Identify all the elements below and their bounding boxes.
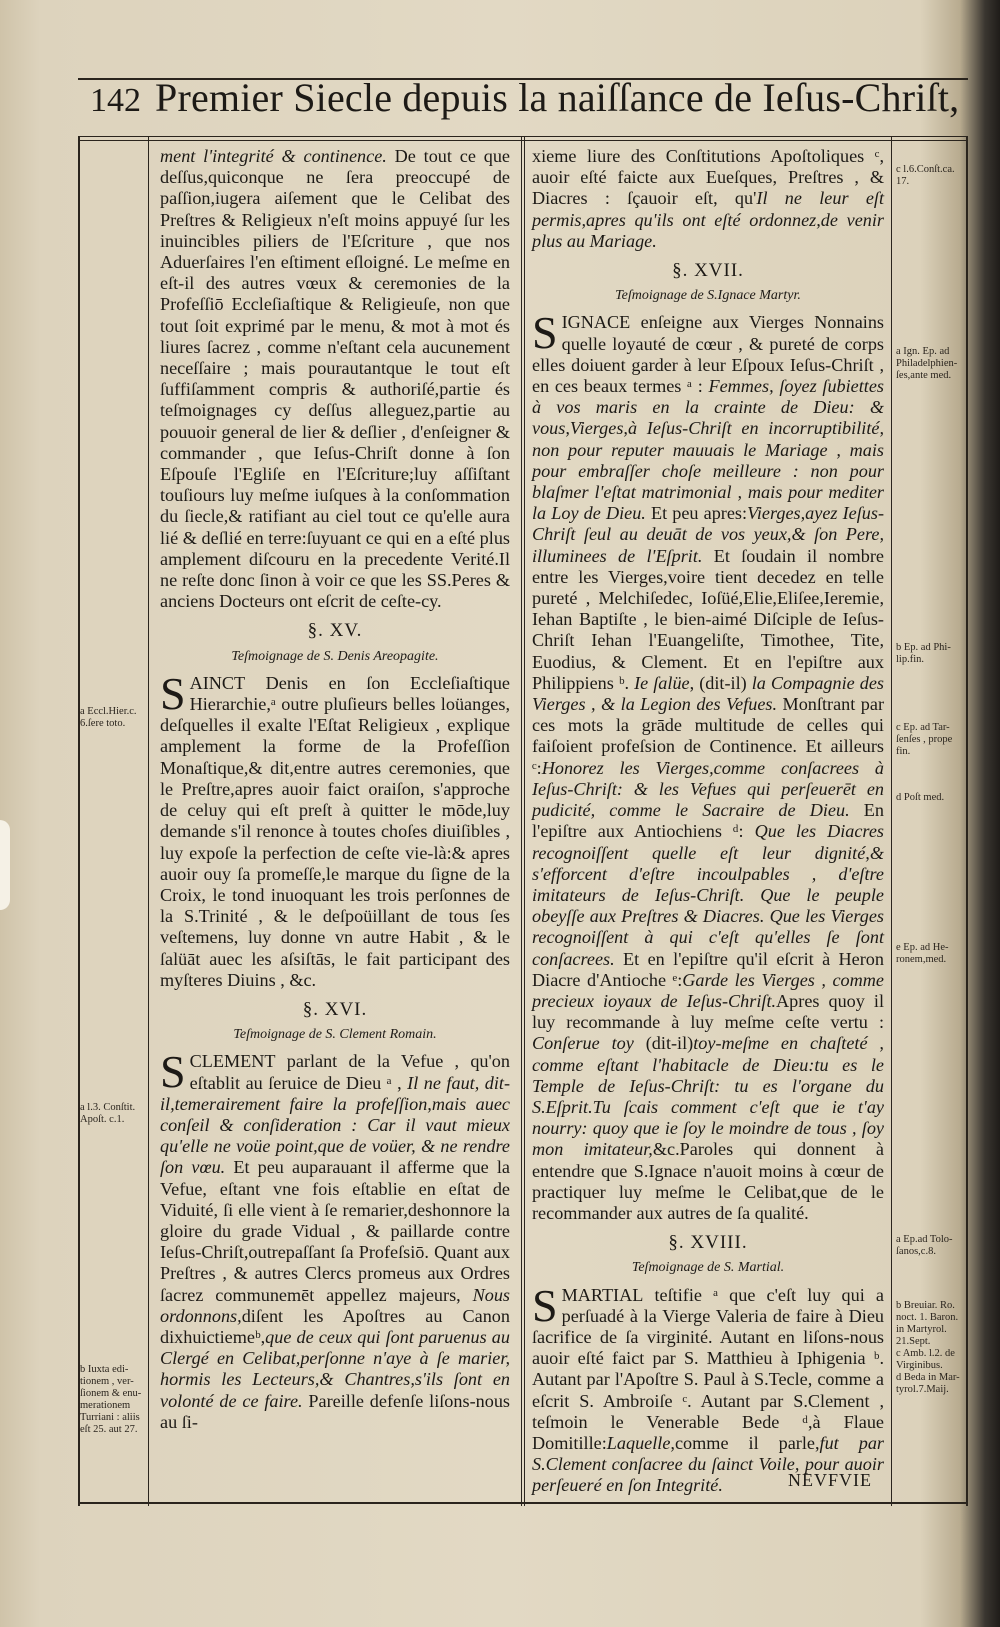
body-text: parlant de la Vefue , qu'on eſtablit au ſeruice de Dieu ᵃ , bbox=[189, 1051, 510, 1093]
left-margin-rule bbox=[148, 136, 149, 1506]
quote-text: Garde les Vierges , comme precieux ioyaux de Ieſus-Chriſt. bbox=[532, 969, 884, 1011]
quote-text: Il ne faut, dit-il,temerairement faire la profeſſion,mais auec conſeil & conſideration : Car il vaut mieux qu'elle ne voüe point,que de voüer, & ne rendre ſon vœu. bbox=[160, 1072, 510, 1178]
right-margin-rule bbox=[891, 136, 892, 1506]
center-rule-inner bbox=[524, 136, 525, 1506]
left-intro-paragraph bbox=[160, 146, 510, 612]
quote-text: Nous ordonnons, bbox=[160, 1284, 510, 1326]
dropcap: S bbox=[532, 1279, 558, 1331]
body-text: En l'epiſtre aux Antiochiens ᵈ: bbox=[532, 800, 884, 842]
smallcaps-word: CLEMENT bbox=[189, 1051, 276, 1072]
quote-text: toy-meſme en chaſteté , comme eſtant l'habitacle de Dieu:tu es le Temple de Ieſus-Chriſt: tu es l'organe du S.Eſprit.Tu ſcais comment c'eſt que ie t'ay nourry: quoy que ie ſoy le moindre de tous , ſoy mon imitateur, bbox=[532, 1033, 884, 1160]
right-intro-paragraph bbox=[532, 146, 884, 252]
dropcap: S bbox=[532, 307, 558, 359]
body-text: diſent les Apoſtres au Canon dixhuictiemeᵇ, bbox=[160, 1305, 510, 1347]
margin-note-post-med: d Poſt med. bbox=[896, 792, 945, 803]
body-text: , (dit-il) bbox=[689, 672, 752, 693]
body-text: teſtifie ᵃ que c'eſt luy qui a perſuadé à la Vierge Valeria de faire à Dieu ſacrifice de ſa virginité. Autant en liſons-nous auoir eſté faict par S. Matthieu à Iphigenia ᵇ. Autant par l'Apoſtre S. Paul à S.Tecle, comme a eſcrit S. Ambroiſe ᶜ. Autant par S.Clement , teſmoin le Venerable Bede ᵈ,à Flaue Domitille: bbox=[532, 1284, 884, 1453]
body-text: Denis en ſon Eccleſiaſtique Hierarchie,ᵃ outre pluſieurs belles loüanges, deſquelles il exalte l'Eſtat Religieux , explique amplement la forme de la Profeſſion Monaſtique,& dit,entre autres ceremonies, que le Preſtre,apres auoir faict oraiſon, s'approche de celuy qui eſt preſt à quitter le mōde,luy demande s'il renonce à toutes choſes diuiſibles , luy expoſe la perfection de ceſte vie-là:& apres auoir ouy ſa promeſſe,le marque du ſigne de la Croix, le tond inuoquant les trois perſonnes de la S.Trinité , & le deſpoüillant de tous ſes veſtemens, luy donne vn autre Habit , & le ſalüāt auec les aſsiſtās, le fait participant des myſteres Diuins , &c. bbox=[160, 672, 510, 990]
section-17-heading: §. XVII. bbox=[672, 260, 744, 282]
body-text: Et en l'epiſtre qu'il eſcrit à Heron Diacre d'Antioche ᵉ: bbox=[532, 948, 884, 990]
margin-note-breuiar: b Breuiar. Ro. noct. 1. Baron. in Martyrol. 21.Sept. c Amb. l.2. de Virginibus. d Beda in Mar- tyrol.7.Maij. bbox=[896, 1300, 960, 1395]
body-text: comme il parle, bbox=[674, 1432, 820, 1453]
smallcaps-word: IGNACE bbox=[561, 312, 631, 333]
dropcap: S bbox=[160, 667, 186, 719]
quote-text: fut par S.Clement conſacree du ſainct Voile, pour auoir perſeueré en ſon Integrité. bbox=[532, 1432, 884, 1496]
body-text: Et peu apres: bbox=[645, 503, 748, 524]
margin-note-tolosanos: a Ep.ad Tolo- ſanos,c.8. bbox=[896, 1234, 953, 1257]
smallcaps-word: AINCT bbox=[189, 672, 246, 693]
margin-note-heronem: e Ep. ad He- ronem,med. bbox=[896, 942, 949, 965]
right-text-column bbox=[532, 146, 884, 1497]
section-15-body bbox=[160, 667, 510, 991]
margin-note-turriani: b Iuxta edi- tionem , ver- ſionem & enu- merationem Turriani : aliis eſt 25. aut 27. bbox=[80, 1364, 142, 1435]
margin-note-constit: a l.3. Conſtit. Apoſt. c.1. bbox=[80, 1102, 136, 1125]
section-16-heading: §. XVI. bbox=[302, 998, 368, 1020]
quote-text: que de ceux qui ſont paruenus au Clergé en Celibat,perſonne n'aye à ſe marier, hormis les Lecteurs,& Chantres,s'ils ſont en volonté de ce faire. bbox=[160, 1326, 510, 1411]
section-18-body bbox=[532, 1279, 884, 1497]
quote-text: Que les Diacres recognoiſſent quelle eſt leur dignité,& s'efforcent d'eſtre incoulpables , d'eſtre imitateurs de Ieſus-Chriſt. Que le peuple obeyſſe aux Preſtres & Diacres. Que les Vierges recognoiſſent à qui c'eſt qu'elles ſe ſont conſacrees. bbox=[532, 821, 884, 969]
quote-text: la Compagnie des Vierges , & la Legion des Vefues. bbox=[532, 672, 885, 715]
outer-left-rule bbox=[78, 136, 80, 1506]
quote-text: Laquelle, bbox=[606, 1432, 675, 1453]
page-number: 142 bbox=[90, 82, 141, 119]
quote-text: Honorez les Vierges,comme conſacrees à Ieſus-Chriſt: & les Vefues qui perſeuerēt en pudicité, comme le Sacraire de Dieu. bbox=[532, 757, 884, 821]
margin-note-philip: b Ep. ad Phi- lip.fin. bbox=[896, 642, 951, 665]
section-16-body bbox=[160, 1046, 510, 1433]
quote-text: Ie ſalüe bbox=[634, 672, 690, 693]
body-text: xieme liure des Conſtitutions Apoſtoliques ᶜ, auoir eſté faicte aux Eueſques, Preſtres , & Diacres : ſçauoir eſt, qu' bbox=[532, 146, 884, 209]
section-17-body bbox=[532, 307, 885, 1224]
smallcaps-word: MARTIAL bbox=[561, 1284, 644, 1305]
margin-note-denis: a Eccl.Hier.c. 6.ſere toto. bbox=[80, 706, 137, 729]
outer-right-rule bbox=[966, 136, 968, 1506]
section-18-heading: §. XVIII. bbox=[668, 1232, 748, 1254]
header-rule bbox=[78, 136, 968, 137]
page-header bbox=[90, 74, 960, 130]
body-text: Monſtrant par ces mots la grāde multitude de celles qui faiſoient profeſsion de Continence. Et ailleurs ᶜ: bbox=[532, 694, 884, 778]
quote-text: Il ne leur eſt permis,apres qu'ils ont eſté ordonnez,de venir plus au Mariage. bbox=[532, 188, 884, 251]
quote-text: Conſerue toy bbox=[532, 1033, 634, 1054]
body-text: Pareille defenſe liſons-nous au ſi- bbox=[160, 1390, 510, 1432]
body-text: (dit-il) bbox=[633, 1033, 694, 1054]
bottom-rule bbox=[78, 1502, 968, 1504]
catchword: NEVFVIE bbox=[788, 1470, 872, 1490]
margin-note-tarsenses: c Ep. ad Tar- ſenſes , prope fin. bbox=[896, 722, 953, 757]
body-text: Et ſoudain il nombre entre les Vierges,voire tient decedez en telle pureté , Melchiſedec, Ioſüé,Elie,Eliſee,Ieremie, Iehan Baptiſte , le bien-aimé Diſciple de Ieſus-Chriſt Iehan l'Euangeliſte, Timothee, Tite, Euodius, & Clement. Et en l'epiſtre aux Philippiens ᵇ. bbox=[532, 545, 884, 693]
margin-note-const-ca: c l.6.Conſt.ca. 17. bbox=[896, 164, 955, 187]
center-rule bbox=[521, 136, 522, 1506]
dropcap: S bbox=[160, 1046, 186, 1098]
section-17-subtitle: Teſmoignage de S.Ignace Martyr. bbox=[615, 288, 801, 304]
left-text-column bbox=[160, 146, 510, 1433]
header-rule-inner bbox=[78, 140, 968, 141]
body-text: Et peu auparauant il afferme que la Vefue, eſtant vne fois eſtablie en eſtat de Viduité, ſi elle vient à ſe remarier,deshonnore la gloire du grade Vidual , & paillarde contre Ieſus-Chriſt,outrepaſſant ſa Profeſsiō. Quant aux Preſtres , & autres Clercs promeus aux Ordres ſacrez communemēt appellez majeurs, bbox=[160, 1157, 510, 1305]
intro-text: De tout ce que deſſus,quiconque ne ſera preoccupé de paſſion,iugera aiſement que le Celibat des Preſtres & Religieux n'eſt moins appuyé ſur les inuincibles piliers de l'Eſcriture , que nos Aduerſaires l'en eſtiment eſloigné. Le meſme en eſt-il des autres vœux & ceremonies de la Profeſſiō Eccleſiaſtique & Religieuſe, non que tout ſoit exprimé par le menu, & mot à mot és liures ſacrez , comme n'eſtant cela aucunement neceſſaire ; mais pourautantque le tout eſt ſuffiſamment compris & authoriſé,partie és teſmoignages cy deſſus alleguez,partie au pouuoir general de lier & deſlier , d'enſeigner & commander , que Ieſus-Chriſt donne à ſon Eſpouſe l'Egliſe en l'Eſcriture;luy aſſiſtant touſiours luy meſme iuſques à la conſommation du ſiecle,& ratifiant au ciel tout ce qu'elle aura lié & deſlié en terre:ſuyuant ce qui en a eſté plus amplement diſcouru en la precedente Verité.Il ne reſte donc ſinon à voir ce que les SS.Peres & anciens Docteurs ont eſcrit de ceſte-cy. bbox=[160, 146, 510, 612]
section-18-subtitle: Teſmoignage de S. Martial. bbox=[631, 1260, 785, 1276]
section-16-subtitle: Teſmoignage de S. Clement Romain. bbox=[233, 1027, 437, 1043]
quote-text: Vierges,ayez Ieſus-Chriſt ſeul au deuāt de vos yeux,& ſon Pere, illuminees de l'Eſprit. bbox=[532, 503, 885, 566]
running-head: Premier Siecle depuis la naiſſance de Ieſus-Chriſt, bbox=[155, 75, 960, 120]
section-15-heading: §. XV. bbox=[307, 620, 363, 642]
body-text: Apres quoy il luy recommande à luy meſme ceſte vertu : bbox=[532, 990, 884, 1033]
section-15-subtitle: Teſmoignage de S. Denis Areopagite. bbox=[231, 648, 439, 664]
body-text: enſeigne aux Vierges Nonnains quelle loyauté de cœur , & pureté de corps elles doiuent garder à leur Eſpoux Ieſus-Chriſt , en ces beaux termes ᵃ : bbox=[532, 312, 884, 397]
margin-note-philadelphiens: a Ign. Ep. ad Philadelphien- ſes,ante med. bbox=[896, 346, 958, 381]
intro-italic: ment l'integrité & continence. bbox=[160, 146, 387, 166]
body-text: &c.Paroles qui donnent à entendre que S.Ignace n'auoit moins à cœur de practiquer luy meſme le Celibat,que de le recommander aux autres de ſa qualité. bbox=[532, 1139, 884, 1223]
quote-text: Femmes, ſoyez ſubiettes à vos maris en la crainte de Dieu: & vous,Vierges,à Ieſus-Chriſt en incorruptibilité, non pour reputer mauuais le Mariage , mais pour embraſſer choſe meilleure : non pour blaſmer l'eſtat matrimonial , mais pour mediter la Loy de Dieu. bbox=[532, 376, 885, 524]
next-page-edge bbox=[0, 820, 10, 910]
